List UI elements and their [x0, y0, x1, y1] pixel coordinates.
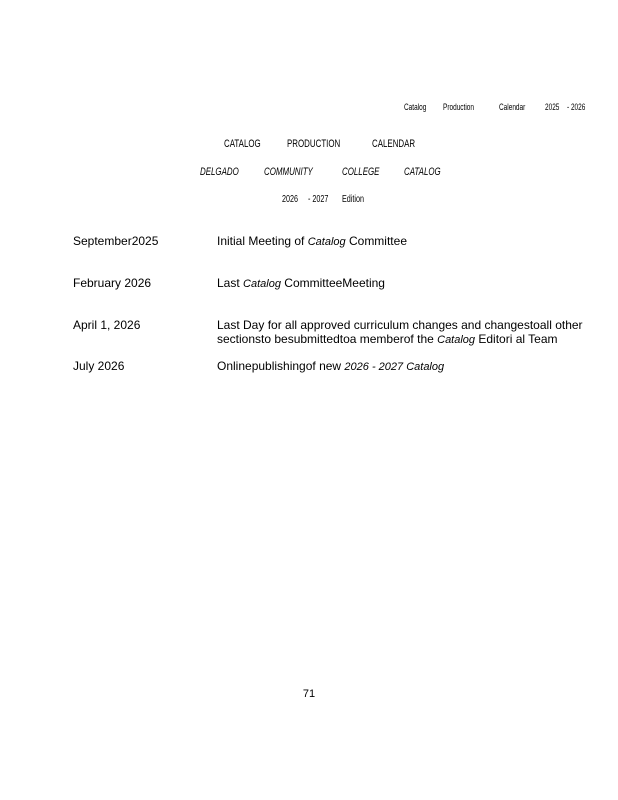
running-header-year-start: 2025: [545, 102, 560, 112]
event-text-italic: 2026 - 2027 Catalog: [344, 361, 445, 373]
event-text: Initial Meeting of: [217, 234, 308, 248]
schedule-event: [217, 276, 603, 291]
schedule-date: February 2026: [73, 276, 152, 290]
event-text: CommitteeMeeting: [280, 276, 385, 290]
running-header-word-calendar: Calendar: [499, 102, 526, 112]
event-text: Editori al Team: [475, 332, 558, 346]
running-header-year-end: - 2026: [567, 102, 586, 112]
title-word: 2026: [282, 194, 299, 205]
event-line-2: [217, 332, 603, 347]
event-text-italic: Catalog: [243, 278, 281, 290]
title-word: CATALOG: [224, 138, 261, 150]
event-text: Onlinepublishingof new: [217, 359, 345, 373]
page-number: 71: [302, 688, 316, 700]
event-text: Last Day for all approved curriculum changes and changestoall other: [217, 318, 583, 332]
schedule-date: September2025: [73, 234, 159, 248]
title-word: DELGADO: [200, 166, 239, 178]
event-text: sectionsto besubmittedtoa memberof the: [217, 332, 438, 346]
running-header-word-production: Production: [443, 102, 474, 112]
schedule-event: [217, 318, 603, 347]
schedule-date: July 2026: [73, 359, 125, 373]
running-header-word-catalog: Catalog: [404, 102, 427, 112]
title-word: - 2027: [308, 194, 329, 205]
event-text-italic: Catalog: [307, 236, 346, 248]
title-word: COLLEGE: [342, 166, 380, 178]
event-text-italic: Catalog: [437, 334, 476, 346]
schedule-date: April 1, 2026: [73, 318, 141, 332]
title-word: Edition: [342, 194, 365, 205]
schedule-event: [217, 359, 603, 374]
event-text: Last: [217, 276, 244, 290]
title-word: CALENDAR: [372, 138, 416, 150]
schedule-event: [217, 234, 603, 249]
title-word: PRODUCTION: [287, 138, 341, 150]
title-word: COMMUNITY: [264, 166, 313, 178]
title-word: CATALOG: [404, 166, 441, 178]
event-text: Committee: [345, 234, 407, 248]
